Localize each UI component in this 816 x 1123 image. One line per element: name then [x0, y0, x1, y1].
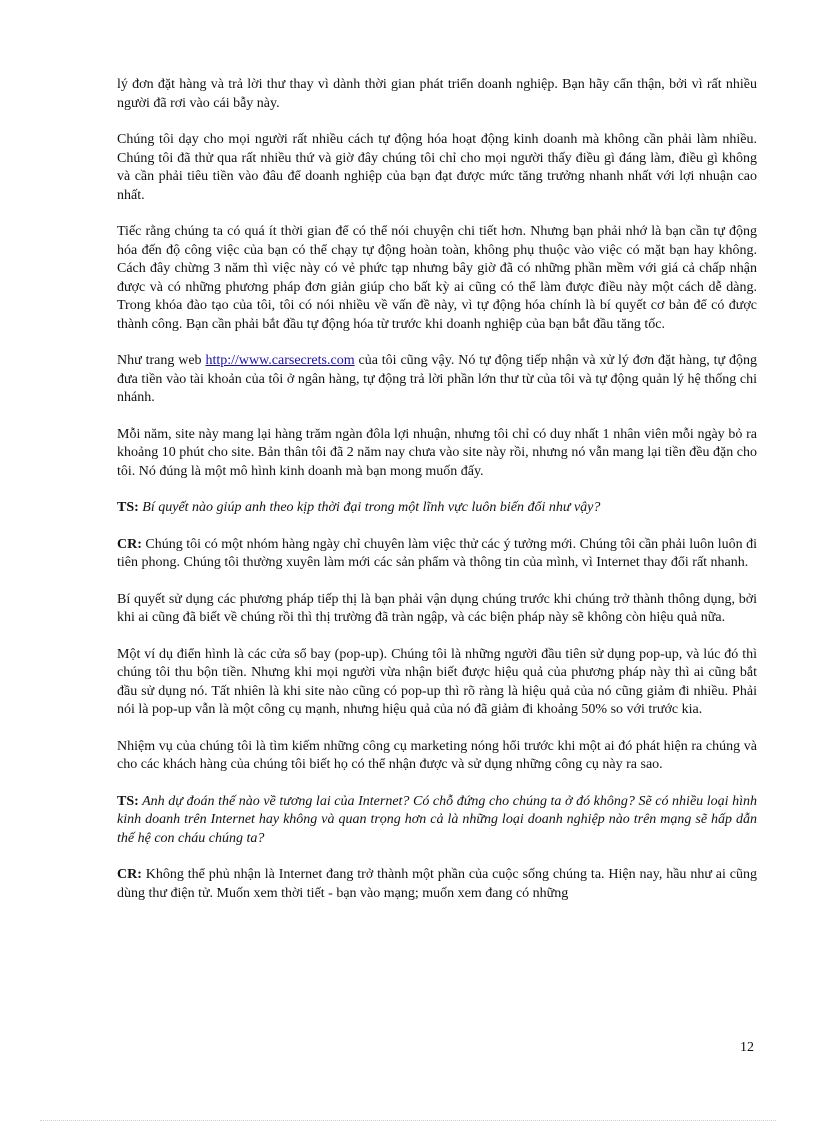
paragraph: lý đơn đặt hàng và trả lời thư thay vì dành thời gian phát triển doanh nghiệp. Bạn hãy cẩn thận, bởi vì rất nhiều người đã rơi vào cái bẫy này. — [117, 77, 757, 111]
answer — [117, 866, 757, 903]
paragraph: Mỗi năm, site này mang lại hàng trăm ngàn đôla lợi nhuận, nhưng tôi chỉ có duy nhất 1 nhân viên mỗi ngày bỏ ra khoảng 10 phút cho site. Bản thân tôi đã 2 năm nay chưa vào site này rồi, nhưng nó vẫn mang lại tiền đều đặn cho tôi. Nó đúng là một mô hình kinh doanh mà bạn mong muốn đấy. — [117, 426, 757, 479]
answer-text: Chúng tôi có một nhóm hàng ngày chỉ chuyên làm việc thử các ý tưởng mới. Chúng tôi cần phải luôn luôn đi tiên phong. Chúng tôi thường xuyên làm mới các sản phẩm và thông tin của mình, vì Internet thay đổi rất nhanh. — [117, 536, 757, 570]
speaker-label: CR: — [117, 867, 142, 882]
carsecrets-link[interactable]: http://www.carsecrets.com — [205, 353, 355, 368]
answer — [117, 536, 757, 573]
document-body — [117, 76, 757, 921]
paragraph: Nhiệm vụ của chúng tôi là tìm kiếm những công cụ marketing nóng hổi trước khi một ai đó phát hiện ra chúng và cho các khách hàng của chúng tôi biết họ có thể nhận được và sử dụng những công cụ này ra sao. — [117, 738, 757, 772]
paragraph: Tiếc rằng chúng ta có quá ít thời gian để có thể nói chuyện chi tiết hơn. Nhưng bạn phải nhớ là bạn cần tự động hóa đến độ công việc của bạn có thể chạy tự động hoàn toàn, không phụ thuộc vào việc có mặt bạn hay không. Cách đây chừng 3 năm thì việc này có vẻ phức tạp nhưng bây giờ đã có những phần mềm với giá cả chấp nhận được và có những phương pháp đơn giản giúp cho bất kỳ ai cũng có thể làm được điều này một cách dễ dàng. Trong khóa đào tạo của tôi, tôi có nói nhiều về vấn đề này, vì tự động hóa chính là bí quyết cơ bản để có được thành công. Bạn cần phải bắt đầu tự động hóa từ trước khi doanh nghiệp của bạn bắt đầu tăng tốc. — [117, 224, 757, 332]
page-bottom-divider — [40, 1120, 776, 1121]
paragraph: Một ví dụ điển hình là các cửa sổ bay (pop-up). Chúng tôi là những người đầu tiên sử dụng pop-up, và lúc đó thì chúng tôi thu bộn tiền. Nhưng khi mọi người vừa nhận biết được hiệu quả của phương pháp này thì ai cũng bắt đầu sử dụng nó. Tất nhiên là khi site nào cũng có pop-up thì rõ ràng là hiệu quả của nó cũng giảm đi nhiều. Phải nói là pop-up vẫn là một công cụ mạnh, nhưng hiệu quả của nó đã giảm đi khoảng 50% so với trước kia. — [117, 646, 757, 717]
answer-text: Không thể phủ nhận là Internet đang trở thành một phần của cuộc sống chúng ta. Hiện nay, hầu như ai cũng dùng thư điện tử. Muốn xem thời tiết - bạn vào mạng; muốn xem đang có những — [117, 867, 757, 901]
paragraph — [117, 352, 757, 408]
paragraph-text: của tôi cũng vậy. Nó tự động tiếp nhận và xử lý đơn đặt hàng, tự động đưa tiền vào tài khoản của tôi ở ngân hàng, tự động trả lời phần lớn thư từ của tôi và tự động quản lý hệ thống chi nhánh. — [117, 353, 757, 405]
speaker-label: CR: — [117, 536, 142, 552]
question — [117, 499, 757, 518]
question-text: Anh dự đoán thế nào về tương lai của Internet? Có chỗ đứng cho chúng ta ở đó không? Sẽ có nhiều loại hình kinh doanh trên Internet hay không và quan trọng hơn cả là những loại doanh nghiệp nào trên mạng sẽ hấp dẫn thế hệ con cháu chúng ta? — [117, 793, 757, 846]
question — [117, 793, 757, 849]
speaker-label: TS: — [117, 793, 139, 809]
paragraph: Chúng tôi dạy cho mọi người rất nhiều cách tự động hóa hoạt động kinh doanh mà không cần phải làm nhiều. Chúng tôi đã thử qua rất nhiều thứ và giờ đây chúng tôi chỉ cho mọi người thấy điều gì đáng làm, điều gì không và cần phải tiêu tiền vào đâu để doanh nghiệp của bạn đạt được mức tăng trưởng nhanh nhất với lợi nhuận cao nhất. — [117, 132, 757, 203]
page-number: 12 — [740, 1040, 754, 1055]
speaker-label: TS: — [117, 500, 139, 515]
paragraph-text: Như trang web — [117, 353, 206, 368]
paragraph: Bí quyết sử dụng các phương pháp tiếp thị là bạn phải vận dụng chúng trước khi chúng trở thành thông dụng, bởi khi ai cũng đã biết về chúng rồi thì thị trường đã tràn ngập, và các biện pháp này sẽ không còn hiệu quả nữa. — [117, 591, 757, 625]
question-text: Bí quyết nào giúp anh theo kịp thời đại trong một lĩnh vực luôn biến đổi như vậy? — [138, 500, 601, 515]
